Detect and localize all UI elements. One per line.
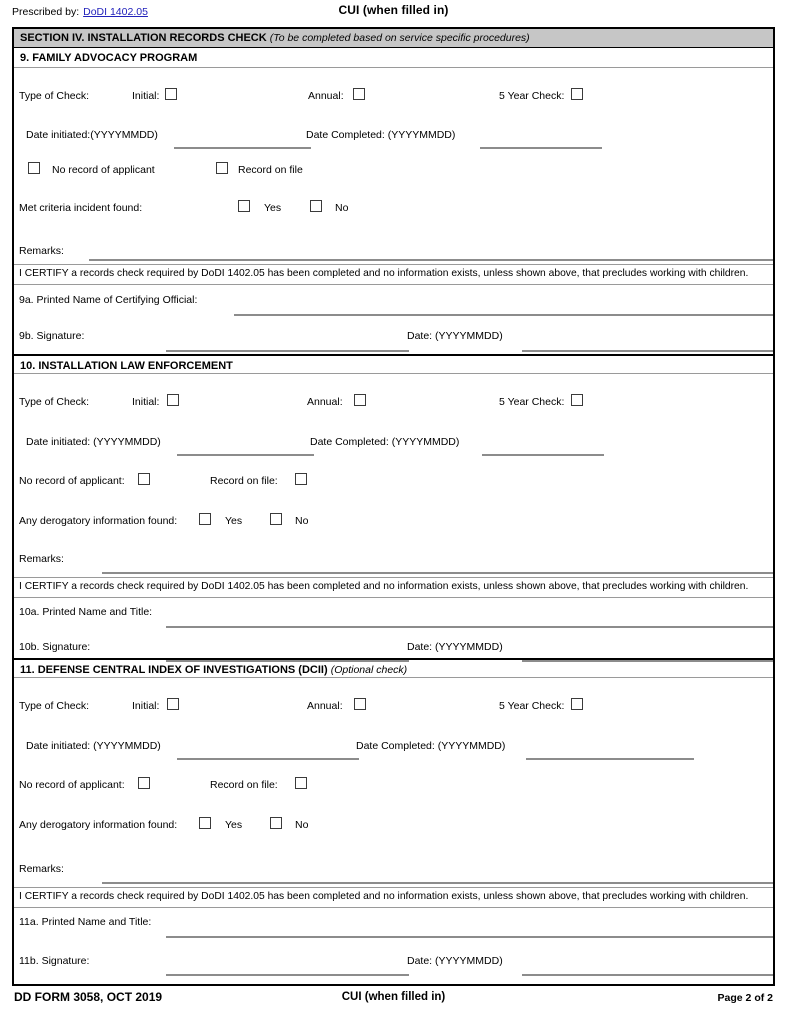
page-number: Page 2 of 2 <box>717 992 773 1004</box>
block9-met-criteria-label: Met criteria incident found: <box>19 202 143 214</box>
block9b-date-text: Date: <box>407 330 433 342</box>
block10-date-completed-input-line[interactable] <box>482 454 604 456</box>
block10-initial-checkbox[interactable] <box>167 394 179 406</box>
block9-record-on-file-checkbox[interactable] <box>216 162 228 174</box>
block9b-date-label <box>407 330 503 342</box>
block-9-header <box>14 48 773 68</box>
block9-initial-checkbox[interactable] <box>165 88 177 100</box>
block10b-date-label <box>407 641 503 653</box>
block10-derogatory-no-label: No <box>295 515 309 527</box>
block-11-title: 11. DEFENSE CENTRAL INDEX OF INVESTIGATIONS (DCII) <box>20 664 328 676</box>
block9-met-criteria-yes-checkbox[interactable] <box>238 200 250 212</box>
block10-remarks-label: Remarks: <box>19 553 64 565</box>
block11-type-of-check-label: Type of Check: <box>19 700 90 712</box>
block11b-date-format: (YYYYMMDD) <box>435 955 503 967</box>
block11-date-initiated-text: Date initiated: <box>26 740 91 752</box>
block11-date-initiated-label <box>26 740 161 752</box>
section-iv-note: (To be completed based on service specific procedures) <box>269 32 530 44</box>
form-body <box>12 27 775 986</box>
block9-five-year-label: 5 Year Check: <box>499 90 565 102</box>
block11-derogatory-yes-checkbox[interactable] <box>199 817 211 829</box>
block10-remarks-input-line[interactable] <box>102 572 773 574</box>
block11-date-completed-label <box>356 740 505 752</box>
block10-date-initiated-label <box>26 436 161 448</box>
block11-certify-divider-bottom <box>14 907 773 908</box>
block9-remarks-input-line[interactable] <box>89 259 773 261</box>
block9-type-of-check-label: Type of Check: <box>19 90 90 102</box>
prescribed-by-label: Prescribed by: <box>12 6 80 18</box>
block9-no-record-checkbox[interactable] <box>28 162 40 174</box>
block9a-printed-name-input-line[interactable] <box>234 314 773 316</box>
block10a-printed-name-input-line[interactable] <box>166 626 773 628</box>
block11-date-completed-text: Date Completed: <box>356 740 435 752</box>
block10-certify-divider <box>14 577 773 578</box>
block9b-signature-input-line[interactable] <box>166 350 409 352</box>
block9b-date-input-line[interactable] <box>522 350 773 352</box>
block10-no-record-label: No record of applicant: <box>19 475 125 487</box>
block11-record-on-file-label: Record on file: <box>210 779 278 791</box>
block9-record-on-file-label: Record on file <box>238 164 303 176</box>
block11b-signature-label: 11b. Signature: <box>19 955 90 967</box>
block11-annual-label: Annual: <box>307 700 343 712</box>
block11a-printed-name-label: 11a. Printed Name and Title: <box>19 916 152 928</box>
form-identifier: DD FORM 3058, OCT 2019 <box>14 990 163 1004</box>
block10-derogatory-yes-checkbox[interactable] <box>199 513 211 525</box>
block9-remarks-label: Remarks: <box>19 245 64 257</box>
block9-no-record-label: No record of applicant <box>52 164 155 176</box>
block10b-signature-input-line[interactable] <box>166 660 409 662</box>
block9-met-criteria-no-checkbox[interactable] <box>310 200 322 212</box>
page-footer <box>12 990 775 1010</box>
block11-record-on-file-checkbox[interactable] <box>295 777 307 789</box>
block10-five-year-checkbox[interactable] <box>571 394 583 406</box>
section-iv-header <box>14 29 773 48</box>
block9-certify-divider-bottom <box>14 284 773 285</box>
block11-derogatory-no-label: No <box>295 819 309 831</box>
block10-date-completed-label <box>310 436 459 448</box>
block-11-title-note: (Optional check) <box>330 664 408 676</box>
block-9-body <box>14 68 773 354</box>
block10-derogatory-no-checkbox[interactable] <box>270 513 282 525</box>
block-10-body <box>14 374 773 658</box>
block9b-signature-label: 9b. Signature: <box>19 330 85 342</box>
block11-no-record-checkbox[interactable] <box>138 777 150 789</box>
block9-met-criteria-no-label: No <box>335 202 349 214</box>
block10-annual-checkbox[interactable] <box>354 394 366 406</box>
block10-date-completed-text: Date Completed: <box>310 436 389 448</box>
block10-certify-divider-bottom <box>14 597 773 598</box>
block11-date-initiated-input-line[interactable] <box>177 758 359 760</box>
block-9-title: 9. FAMILY ADVOCACY PROGRAM <box>20 52 198 64</box>
block9-date-initiated-input-line[interactable] <box>174 147 311 149</box>
block10-no-record-checkbox[interactable] <box>138 473 150 485</box>
cui-marking-top: CUI (when filled in) <box>338 3 449 17</box>
cui-marking-bottom: CUI (when filled in) <box>341 991 446 1003</box>
block9-five-year-checkbox[interactable] <box>571 88 583 100</box>
block9-met-criteria-yes-label: Yes <box>264 202 282 214</box>
block10b-date-text: Date: <box>407 641 433 653</box>
block11-no-record-label: No record of applicant: <box>19 779 125 791</box>
block11-five-year-checkbox[interactable] <box>571 698 583 710</box>
block10-type-of-check-label: Type of Check: <box>19 396 90 408</box>
block10-date-completed-format: (YYYYMMDD) <box>391 436 460 448</box>
block10-date-initiated-text: Date initiated: <box>26 436 91 448</box>
block10b-date-input-line[interactable] <box>522 660 773 662</box>
block9-annual-checkbox[interactable] <box>353 88 365 100</box>
block11b-date-label <box>407 955 503 967</box>
block9-date-initiated-format: (YYYYMMDD) <box>90 129 158 141</box>
block9-annual-label: Annual: <box>308 90 344 102</box>
block10-annual-label: Annual: <box>307 396 343 408</box>
block11-initial-checkbox[interactable] <box>167 698 179 710</box>
block-10-title: 10. INSTALLATION LAW ENFORCEMENT <box>20 360 233 372</box>
block11-certify-divider <box>14 887 773 888</box>
block11b-date-input-line[interactable] <box>522 974 773 976</box>
block11-annual-checkbox[interactable] <box>354 698 366 710</box>
block9b-date-format: (YYYYMMDD) <box>435 330 503 342</box>
block10-date-initiated-format: (YYYYMMDD) <box>93 436 161 448</box>
block9-date-completed-input-line[interactable] <box>480 147 602 149</box>
block10b-date-format: (YYYYMMDD) <box>435 641 503 653</box>
block11-date-completed-format: (YYYYMMDD) <box>437 740 506 752</box>
block-10-header <box>14 354 773 374</box>
block10-date-initiated-input-line[interactable] <box>177 454 314 456</box>
block10-initial-label: Initial: <box>132 396 160 408</box>
block11-remarks-input-line[interactable] <box>102 882 773 884</box>
block11-derogatory-yes-label: Yes <box>225 819 243 831</box>
block10b-signature-label: 10b. Signature: <box>19 641 91 653</box>
block11-initial-label: Initial: <box>132 700 160 712</box>
block9-certify-text: I CERTIFY a records check required by DoDI 1402.05 has been completed and no information exists, unless shown above, that precludes working with children. <box>19 268 749 279</box>
block11-derogatory-no-checkbox[interactable] <box>270 817 282 829</box>
block10-derogatory-label: Any derogatory information found: <box>19 515 178 527</box>
section-iv-title: SECTION IV. INSTALLATION RECORDS CHECK <box>20 32 267 44</box>
block11-derogatory-label: Any derogatory information found: <box>19 819 178 831</box>
block-11-body <box>14 678 773 978</box>
block9a-printed-name-label: 9a. Printed Name of Certifying Official: <box>19 294 198 306</box>
block11-remarks-label: Remarks: <box>19 863 64 875</box>
block9-date-completed-label <box>306 129 455 141</box>
block9-date-initiated-label <box>26 129 158 141</box>
block10-five-year-label: 5 Year Check: <box>499 396 565 408</box>
block11-date-initiated-format: (YYYYMMDD) <box>93 740 161 752</box>
block10-record-on-file-checkbox[interactable] <box>295 473 307 485</box>
block9-date-completed-text: Date Completed: <box>306 129 385 141</box>
block9-certify-divider <box>14 264 773 265</box>
block11a-printed-name-input-line[interactable] <box>166 936 773 938</box>
block9-date-completed-format: (YYYYMMDD) <box>387 129 456 141</box>
block10-record-on-file-label: Record on file: <box>210 475 278 487</box>
block11b-date-text: Date: <box>407 955 433 967</box>
block10a-printed-name-label: 10a. Printed Name and Title: <box>19 606 153 618</box>
block11-five-year-label: 5 Year Check: <box>499 700 565 712</box>
block9-initial-label: Initial: <box>132 90 160 102</box>
block11-date-completed-input-line[interactable] <box>526 758 694 760</box>
block9-date-initiated-text: Date initiated: <box>26 129 91 141</box>
dodi-reference-link[interactable]: DoDI 1402.05 <box>83 6 148 18</box>
page-top-header <box>0 0 787 24</box>
block11b-signature-input-line[interactable] <box>166 974 409 976</box>
block11-certify-text: I CERTIFY a records check required by DoDI 1402.05 has been completed and no information exists, unless shown above, that precludes working with children. <box>19 891 749 902</box>
block10-derogatory-yes-label: Yes <box>225 515 243 527</box>
block10-certify-text: I CERTIFY a records check required by DoDI 1402.05 has been completed and no information exists, unless shown above, that precludes working with children. <box>19 581 749 592</box>
